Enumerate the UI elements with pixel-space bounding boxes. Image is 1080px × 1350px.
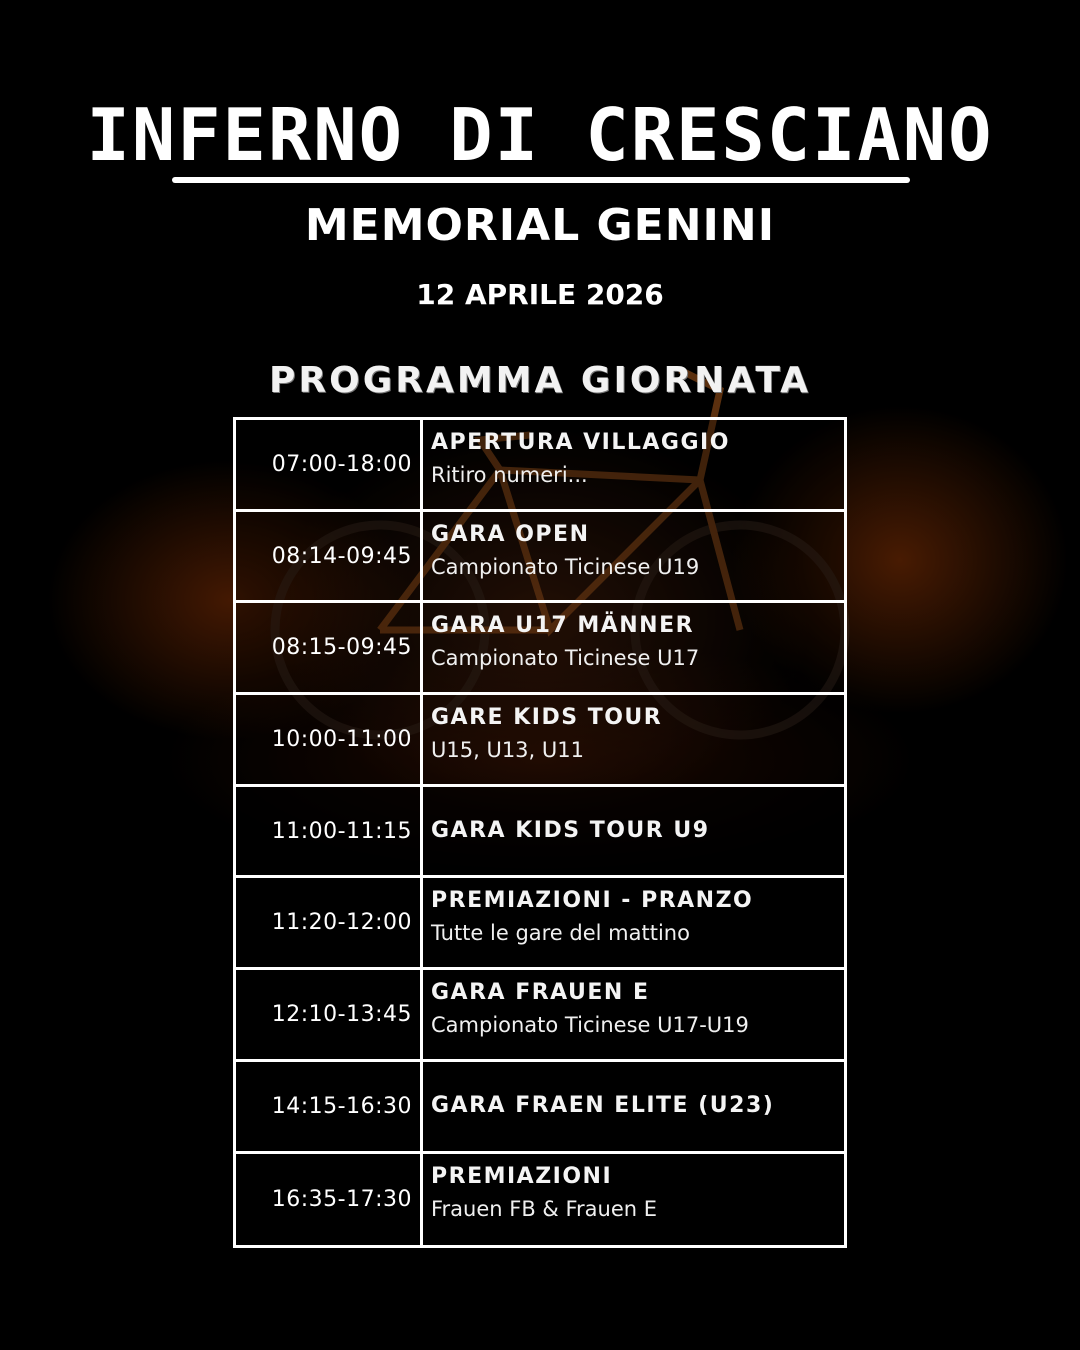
table-row — [236, 603, 844, 695]
event-description: Campionato Ticinese U17-U19 — [431, 1013, 749, 1038]
title-underline — [172, 177, 910, 183]
schedule-table — [233, 417, 847, 1248]
event-cell — [423, 1154, 844, 1246]
event-cell — [423, 512, 844, 601]
event-description: Tutte le gare del mattino — [431, 921, 690, 946]
event-subtitle: MEMORIAL GENINI — [304, 200, 776, 251]
event-title-text: GARA U17 MÄNNER — [431, 613, 695, 639]
event-cell — [423, 420, 844, 509]
table-row — [236, 787, 844, 879]
time-cell: 11:20-12:00 — [236, 878, 423, 967]
time-cell: 16:35-17:30 — [236, 1154, 423, 1246]
event-cell — [423, 1062, 844, 1151]
time-cell: 10:00-11:00 — [236, 695, 423, 784]
table-row — [236, 512, 844, 604]
time-cell: 08:14-09:45 — [236, 512, 423, 601]
table-row — [236, 1154, 844, 1246]
time-cell: 07:00-18:00 — [236, 420, 423, 509]
table-row — [236, 1062, 844, 1154]
table-row — [236, 878, 844, 970]
time-cell: 08:15-09:45 — [236, 603, 423, 692]
event-description: Ritiro numeri... — [431, 463, 588, 487]
event-title-text: GARA KIDS TOUR U9 — [431, 818, 710, 844]
time-cell: 14:15-16:30 — [236, 1062, 423, 1151]
event-title-text: PREMIAZIONI — [431, 1163, 613, 1189]
event-title-text: GARE KIDS TOUR — [431, 705, 663, 731]
event-title-text: GARA FRAEN ELITE (U23) — [431, 1093, 775, 1119]
event-description: Campionato Ticinese U17 — [431, 646, 700, 671]
event-title-text: GARA OPEN — [431, 521, 590, 547]
event-description: Frauen FB & Frauen E — [431, 1196, 658, 1221]
event-title-text: GARA FRAUEN E — [431, 980, 650, 1006]
program-heading: PROGRAMMA GIORNATA — [269, 360, 811, 401]
time-cell: 11:00-11:15 — [236, 787, 423, 876]
event-cell — [423, 603, 844, 692]
table-row — [236, 970, 844, 1062]
event-date: 12 APRILE 2026 — [416, 278, 664, 311]
event-title: INFERNO DI CRESCIANO — [86, 93, 994, 177]
event-title-text: PREMIAZIONI - PRANZO — [431, 888, 754, 914]
table-row — [236, 695, 844, 787]
event-cell — [423, 695, 844, 784]
event-cell — [423, 970, 844, 1059]
event-title-text: APERTURA VILLAGGIO — [431, 430, 730, 455]
event-description: Campionato Ticinese U19 — [431, 554, 700, 579]
event-cell — [423, 878, 844, 967]
time-cell: 12:10-13:45 — [236, 970, 423, 1059]
event-description: U15, U13, U11 — [431, 738, 584, 763]
table-row — [236, 420, 844, 512]
event-cell — [423, 787, 844, 876]
